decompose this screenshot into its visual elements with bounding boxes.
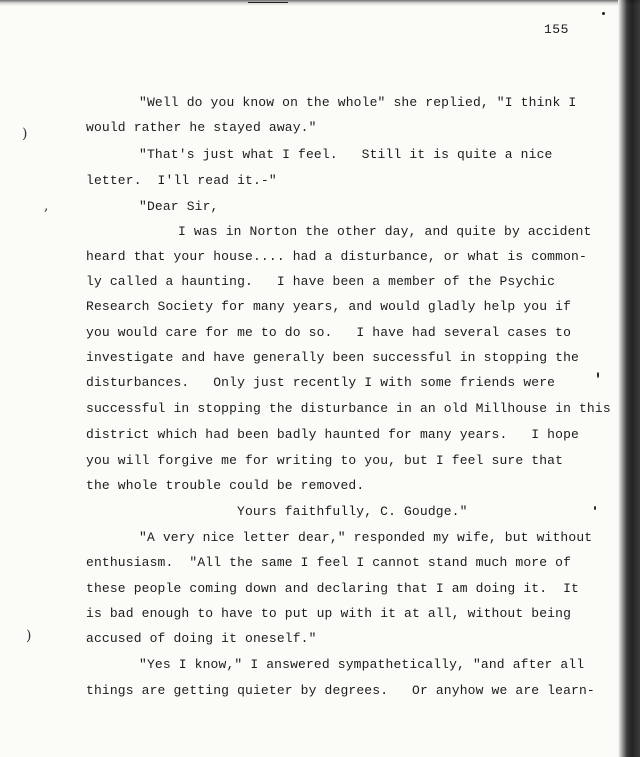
text-line: "Well do you know on the whole" she replied, "I think I xyxy=(139,95,577,110)
text-line: heard that your house.... had a disturbance, or what is common- xyxy=(86,249,587,264)
text-line: "Dear Sir, xyxy=(139,199,219,214)
scan-edge-right xyxy=(618,0,640,757)
scan-speck xyxy=(248,2,288,3)
scan-speck xyxy=(594,506,596,510)
margin-mark: , xyxy=(44,198,49,214)
text-line: district which had been badly haunted for many years. I hope xyxy=(86,427,579,442)
text-line: is bad enough to have to put up with it at all, without being xyxy=(86,606,572,621)
text-line: Research Society for many years, and would gladly help you if xyxy=(86,299,572,314)
text-line: the whole trouble could be removed. xyxy=(86,478,365,493)
text-line: I was in Norton the other day, and quite by accident xyxy=(178,224,592,239)
text-line: would rather he stayed away." xyxy=(86,120,317,135)
text-line: accused of doing it oneself." xyxy=(86,631,317,646)
scan-speck xyxy=(597,372,599,378)
text-line: "A very nice letter dear," responded my wife, but without xyxy=(139,530,593,545)
text-line: Yours faithfully, C. Goudge." xyxy=(237,504,468,519)
text-line: you will forgive me for writing to you, but I feel sure that xyxy=(86,453,564,468)
text-line: disturbances. Only just recently I with some friends were xyxy=(86,375,556,390)
text-line: letter. I'll read it.-" xyxy=(86,173,277,188)
text-line: these people coming down and declaring that I am doing it. It xyxy=(86,581,579,596)
text-line: "That's just what I feel. Still it is quite a nice xyxy=(139,147,553,162)
margin-mark: ) xyxy=(26,628,32,644)
scan-speck xyxy=(602,12,605,15)
page-number: 155 xyxy=(544,22,569,37)
margin-mark: ) xyxy=(22,126,28,142)
text-line: you would care for me to do so. I have had several cases to xyxy=(86,325,572,340)
text-line: successful in stopping the disturbance in an old Millhouse in this xyxy=(86,401,611,416)
text-line: "Yes I know," I answered sympathetically, "and after all xyxy=(139,657,585,672)
scan-edge-top xyxy=(0,0,640,6)
text-line: ly called a haunting. I have been a member of the Psychic xyxy=(86,274,556,289)
text-line: enthusiasm. "All the same I feel I cannot stand much more of xyxy=(86,555,572,570)
text-line: investigate and have generally been successful in stopping the xyxy=(86,350,579,365)
text-line: things are getting quieter by degrees. Or anyhow we are learn- xyxy=(86,683,595,698)
